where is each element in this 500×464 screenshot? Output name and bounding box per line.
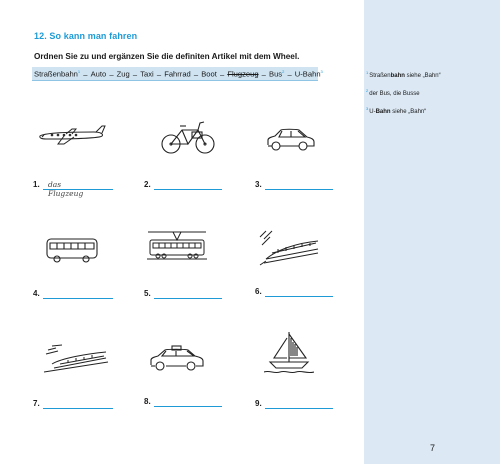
side-note-3: $^3$U-Bahn siehe „Bahn“ (366, 106, 427, 115)
answer-line (265, 189, 333, 190)
word-separator: – (107, 69, 116, 79)
word-item: U-Bahn (294, 69, 321, 79)
word-separator: – (130, 69, 140, 79)
page-number: 7 (430, 443, 436, 453)
answer-line (43, 408, 113, 409)
answer-number: 1. (33, 180, 40, 189)
high-speed-train-icon (42, 344, 110, 374)
note-ref: 2 (282, 69, 285, 74)
word-separator: – (154, 69, 164, 79)
answer-number: 4. (33, 289, 40, 298)
note-ref: 3 (320, 69, 323, 74)
taxi-icon (148, 345, 206, 373)
airplane-icon (36, 124, 108, 146)
tram-icon (147, 229, 207, 263)
answer-number: 7. (33, 399, 40, 408)
car-icon (265, 127, 317, 153)
word-separator: – (217, 69, 227, 79)
word-item: Zug (116, 69, 130, 79)
answer-number: 6. (255, 287, 262, 296)
answer-number: 8. (144, 397, 151, 406)
word-item: Auto (90, 69, 107, 79)
exercise-title: 12. So kann man fahren (34, 31, 138, 41)
answer-line (154, 189, 222, 190)
bus-icon (44, 235, 100, 265)
word-separator: – (259, 69, 269, 79)
word-list (34, 69, 323, 79)
word-separator: – (285, 69, 294, 79)
word-item: Flugzeug (227, 69, 259, 79)
answer-number: 3. (255, 180, 262, 189)
word-separator: – (81, 69, 90, 79)
side-notes (366, 70, 498, 124)
side-note-2: $^2$der Bus, die Busse (366, 88, 420, 97)
word-list-box (32, 67, 323, 81)
answer-line (265, 296, 333, 297)
word-item: Straßenbahn (34, 69, 78, 79)
answer-line (265, 408, 333, 409)
word-item: Bus (269, 69, 283, 79)
answer-text: das Flugzeug (48, 180, 84, 198)
word-item: Fahrrad (164, 69, 191, 79)
word-item: Taxi (140, 69, 154, 79)
subway-train-icon (258, 229, 320, 267)
answer-line (154, 406, 222, 407)
answer-number: 5. (144, 289, 151, 298)
word-item: Boot (201, 69, 217, 79)
word-separator: – (191, 69, 201, 79)
answer-line (154, 298, 222, 299)
exercise-instruction: Ordnen Sie zu und ergänzen Sie die definiten Artikel mit dem Wheel. (34, 52, 300, 61)
answer-line (43, 298, 113, 299)
note-ref: 1 (77, 69, 81, 74)
answer-number: 9. (255, 399, 262, 408)
answer-number: 2. (144, 180, 151, 189)
side-note-1: $^1$Straßenbahn siehe „Bahn“ (366, 70, 441, 79)
sailboat-icon (264, 330, 314, 376)
bicycle-icon (160, 118, 216, 156)
